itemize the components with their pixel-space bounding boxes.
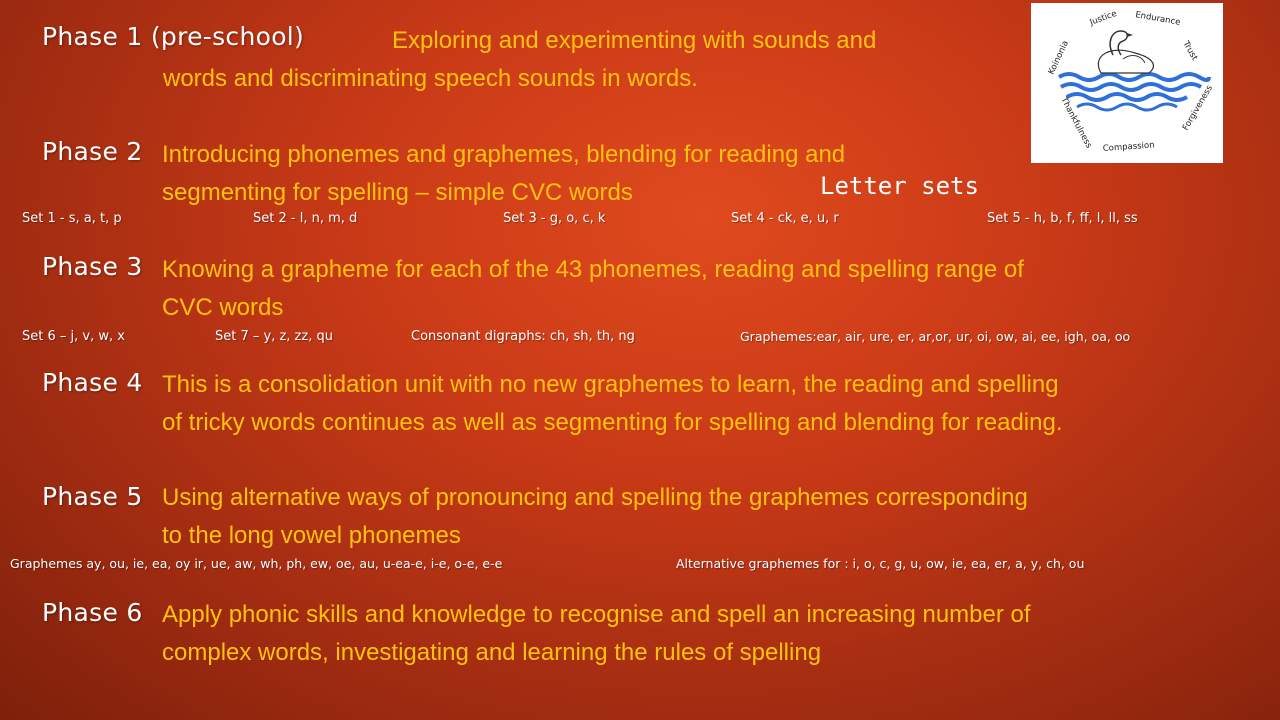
phase-6-line-1: Apply phonic skills and knowledge to recognise and spell an increasing number of (162, 601, 1031, 628)
set-7-label: Set 7 – y, z, zz, qu (215, 329, 333, 344)
phase-5-line-1: Using alternative ways of pronouncing and spelling the graphemes corresponding (162, 484, 1028, 511)
phase-2-line-2: segmenting for spelling – simple CVC words (162, 179, 633, 206)
phase-3-line-2: CVC words (162, 294, 284, 321)
set-3-label: Set 3 - g, o, c, k (503, 211, 606, 226)
phase-3-graphemes-label: Graphemes:ear, air, ure, er, ar,or, ur, oi, ow, ai, ee, igh, oa, oo (740, 329, 1131, 344)
phase-3-title: Phase 3 (42, 252, 143, 281)
consonant-digraphs-label: Consonant digraphs: ch, sh, th, ng (411, 329, 635, 344)
logo-word-koinonia: Koinonia (1046, 39, 1072, 77)
phase-1-title: Phase 1 (pre-school) (42, 22, 305, 51)
phase-6-title: Phase 6 (42, 598, 143, 627)
phase-4-line-1: This is a consolidation unit with no new graphemes to learn, the reading and spelling (162, 371, 1059, 398)
phase-5-line-2: to the long vowel phonemes (162, 522, 461, 549)
phase-5-title: Phase 5 (42, 482, 143, 511)
phase-1-line-2: words and discriminating speech sounds in words. (163, 65, 698, 92)
logo-word-endurance: Endurance (1134, 10, 1182, 28)
set-5-label: Set 5 - h, b, f, ff, l, ll, ss (987, 211, 1138, 226)
phase-1-line-1: Exploring and experimenting with sounds and (392, 27, 877, 54)
phase-2-title: Phase 2 (42, 137, 143, 166)
set-6-label: Set 6 – j, v, w, x (22, 329, 125, 344)
phase-3-line-1: Knowing a grapheme for each of the 43 phonemes, reading and spelling range of (162, 256, 1024, 283)
set-1-label: Set 1 - s, a, t, p (22, 211, 122, 226)
swan-emblem-icon (1031, 3, 1223, 163)
logo-word-thankfulness: Thankfulness (1058, 95, 1094, 151)
logo-word-trust: Trust (1180, 39, 1200, 63)
logo-word-forgiveness: Forgiveness (1180, 83, 1215, 133)
alternative-graphemes-label: Alternative graphemes for : i, o, c, g, u, ow, ie, ea, er, a, y, ch, ou (676, 556, 1085, 571)
logo-word-justice: Justice (1088, 8, 1119, 28)
logo-word-compassion: Compassion (1102, 140, 1155, 154)
set-4-label: Set 4 - ck, e, u, r (731, 211, 839, 226)
school-logo (1031, 3, 1223, 163)
phase-6-line-2: complex words, investigating and learning the rules of spelling (162, 639, 822, 666)
phase-5-graphemes-label: Graphemes ay, ou, ie, ea, oy ir, ue, aw, wh, ph, ew, oe, au, u-ea-e, i-e, o-e, e-e (10, 556, 503, 571)
phase-2-line-1: Introducing phonemes and graphemes, blending for reading and (162, 141, 846, 168)
phase-4-line-2: of tricky words continues as well as segmenting for spelling and blending for reading. (162, 409, 1063, 436)
set-2-label: Set 2 - l, n, m, d (253, 211, 358, 226)
letter-sets-heading: Letter sets (820, 172, 979, 200)
phase-4-title: Phase 4 (42, 368, 143, 397)
